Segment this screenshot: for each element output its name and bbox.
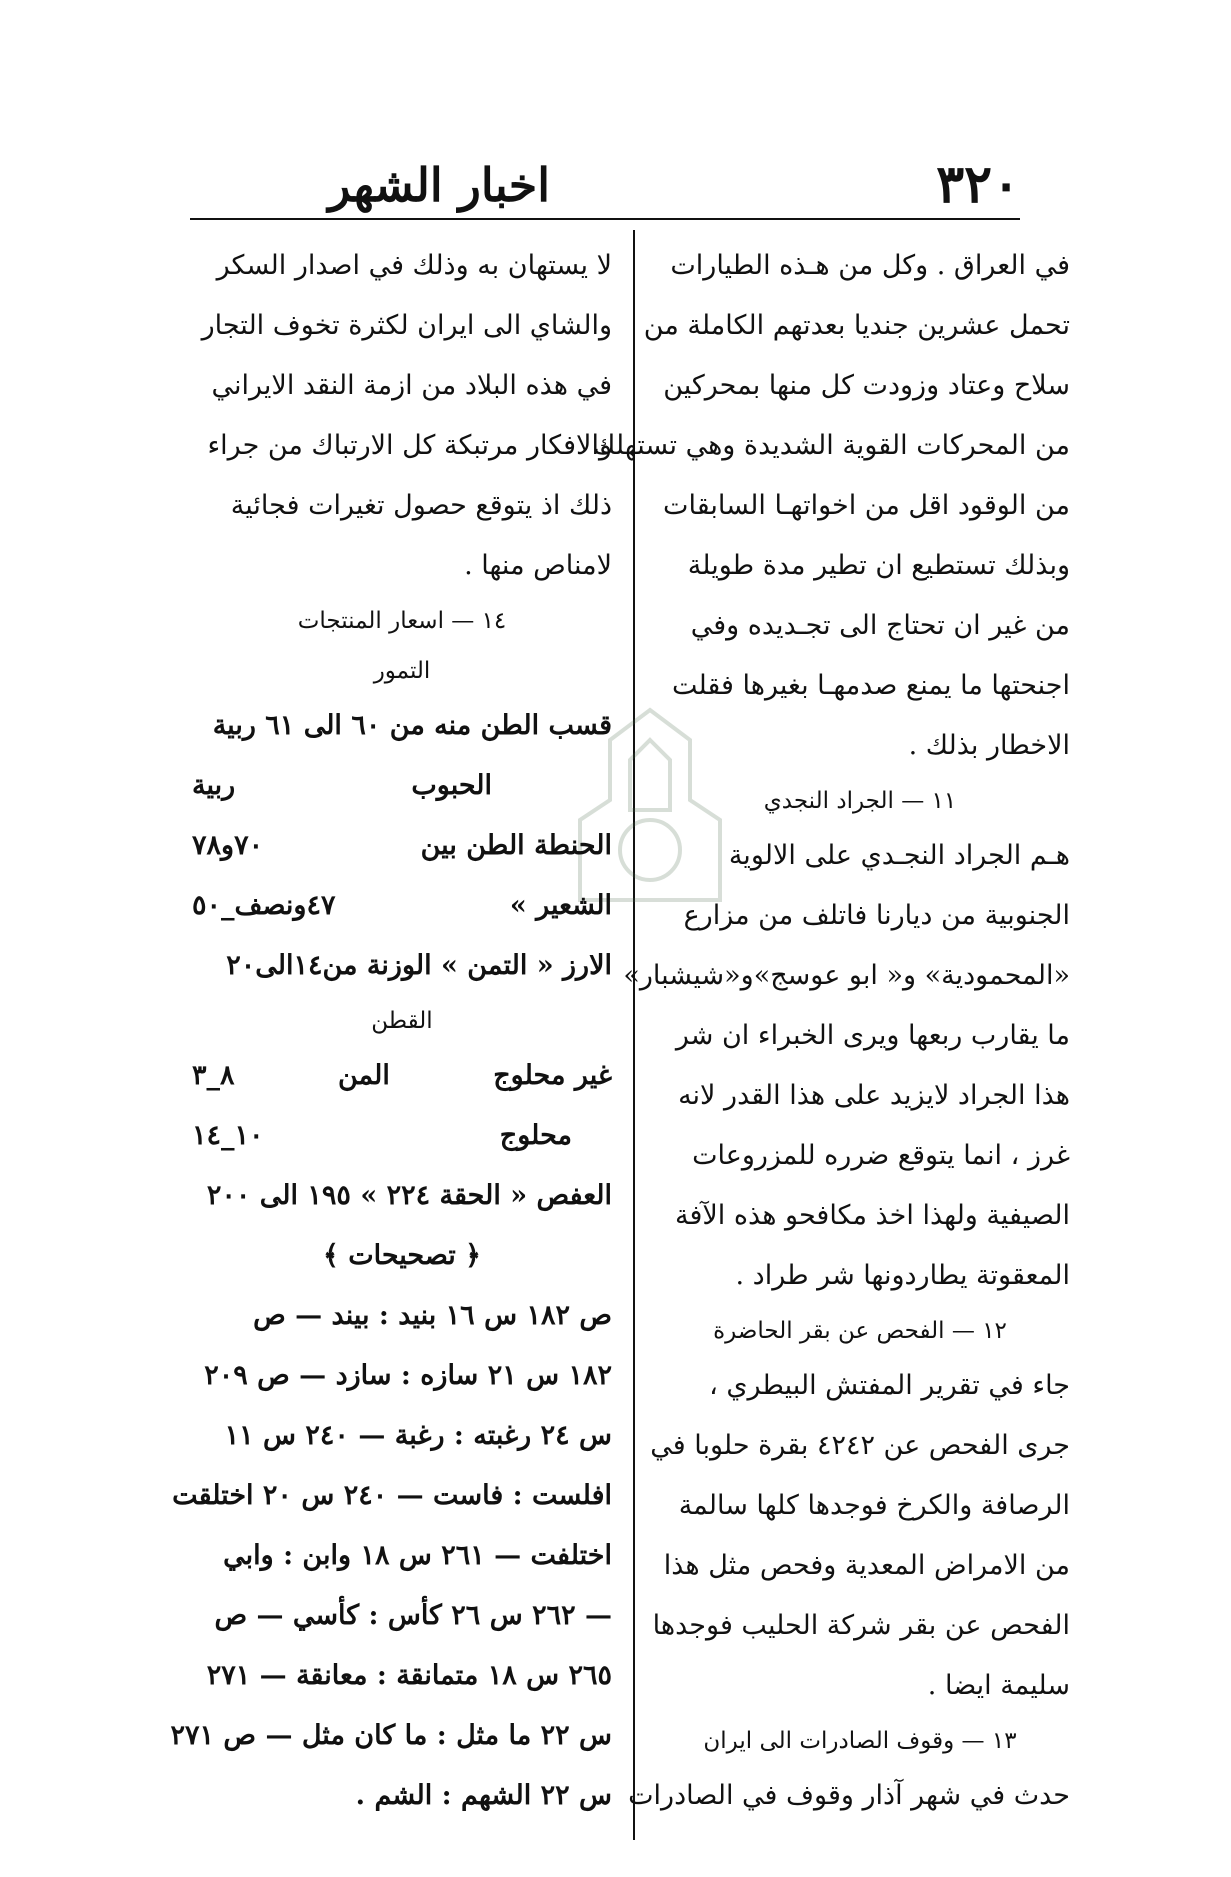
text-line: هـم الجراد النجـدي على الالوية — [728, 840, 1070, 871]
price-value: ٨_٣ — [192, 1060, 235, 1091]
text-line: في العراق . وكل من هـذه الطيارات — [670, 250, 1070, 281]
text-line: لا يستهان به وذلك في اصدار السكر — [216, 250, 612, 281]
correction-line: س ٢٢ الشهم : الشم . — [355, 1780, 612, 1811]
text-line: الجنوبية من ديارنا فاتلف من مزارع — [683, 900, 1070, 931]
price-item: الحنطة الطن بين — [420, 830, 612, 861]
text-line: من المحركات القوية الشديدة وهي تستهلك — [593, 430, 1070, 461]
text-line: حدث في شهر آذار وقوف في الصادرات — [628, 1780, 1070, 1811]
section-heading-11: ١١ — الجراد النجدي — [763, 788, 957, 814]
text-line: والافكار مرتبكة كل الارتباك من جراء — [207, 430, 612, 461]
section-heading-12: ١٢ — الفحص عن بقر الحاضرة — [713, 1318, 1007, 1344]
dates-heading: التمور — [373, 658, 431, 684]
price-row — [192, 1046, 612, 1106]
text-line: الرصافة والكرخ فوجدها كلها سالمة — [678, 1490, 1070, 1521]
text-line: المعقوتة يطاردونها شر طراد . — [735, 1260, 1070, 1291]
page-number: ٣٢٠ — [936, 154, 1020, 215]
text-line: غرز ، انما يتوقع ضرره للمزروعات — [692, 1140, 1070, 1171]
price-unit: المن — [337, 1060, 390, 1091]
section-heading-13: ١٣ — وقوف الصادرات الى ايران — [703, 1728, 1017, 1754]
corrections-title: ﴿ تصحيحات ﴾ — [322, 1240, 482, 1271]
text-line: اجنحتها ما يمنع صدمهـا بغيرها فقلت — [671, 670, 1070, 701]
correction-line: — ٢٦٢ س ٢٦ كأس : كأسي — ص — [214, 1600, 612, 1631]
section-heading-14: ١٤ — اسعار المنتجات — [297, 608, 507, 634]
text-line: من الامراض المعدية وفحص مثل هذا — [663, 1550, 1070, 1581]
text-line: جاء في تقرير المفتش البيطري ، — [709, 1370, 1070, 1401]
correction-line: س ٢٢ ما مثل : ما كان مثل — ص ٢٧١ — [170, 1720, 612, 1751]
header-rule — [190, 218, 1020, 220]
cotton-heading: القطن — [371, 1008, 433, 1034]
text-line: ما يقارب ربعها ويرى الخبراء ان شر — [675, 1020, 1070, 1051]
rice-price-line: الارز « التمن » الوزنة من١٤الى٢٠ — [226, 950, 612, 981]
price-row — [192, 1106, 612, 1166]
price-row — [192, 876, 612, 936]
text-line: هذا الجراد لايزيد على هذا القدر لانه — [678, 1080, 1070, 1111]
price-item: غير محلوج — [493, 1060, 612, 1091]
price-value: ٤٧ونصف_٥٠ — [192, 890, 336, 921]
correction-line: ١٨٢ س ٢١ سازه : سازد — ص ٢٠٩ — [204, 1360, 612, 1391]
dates-price-line: قسب الطن منه من ٦٠ الى ٦١ ربية — [212, 710, 612, 741]
right-column — [593, 236, 1070, 1826]
text-line: والشاي الى ايران لكثرة تخوف التجار — [201, 310, 612, 341]
rupee-label: ربية — [192, 770, 236, 801]
grains-label: الحبوب — [411, 770, 492, 801]
correction-line: س ٢٤ رغبته : رغبة — ٢٤٠ س ١١ — [224, 1420, 612, 1451]
grains-header-row — [192, 756, 612, 816]
price-row — [192, 816, 612, 876]
text-line: الصيفية ولهذا اخذ مكافحو هذه الآفة — [675, 1200, 1070, 1231]
text-line: الاخطار بذلك . — [908, 730, 1070, 761]
running-title: اخبار الشهر — [328, 158, 550, 212]
text-line: جرى الفحص عن ٤٢٤٢ بقرة حلوبا في — [650, 1430, 1070, 1461]
text-line: من الوقود اقل من اخواتهـا السابقات — [663, 490, 1070, 521]
correction-line: افلست : فاست — ٢٤٠ س ٢٠ اختلقت — [172, 1480, 612, 1511]
text-line: لامناص منها . — [464, 550, 612, 581]
page-header — [190, 150, 1020, 220]
left-column — [170, 236, 612, 1826]
price-value: ١٠_١٤ — [192, 1120, 264, 1151]
price-item: محلوج — [499, 1120, 572, 1151]
text-line: سليمة ايضا . — [927, 1670, 1070, 1701]
text-line: من غير ان تحتاج الى تجـديده وفي — [690, 610, 1070, 641]
price-value: ٧٠و٧٨ — [192, 830, 264, 861]
correction-line: ٢٦٥ س ١٨ متمانقة : معانقة — ٢٧١ — [206, 1660, 612, 1691]
text-line: ذلك اذ يتوقع حصول تغيرات فجائية — [230, 490, 612, 521]
price-item: الشعير » — [509, 890, 612, 921]
text-line: في هذه البلاد من ازمة النقد الايراني — [211, 370, 612, 401]
text-line: وبذلك تستطيع ان تطير مدة طويلة — [687, 550, 1070, 581]
gall-price-line: العفص « الحقة ٢٢٤ » ١٩٥ الى ٢٠٠ — [206, 1180, 612, 1211]
text-line: سلاح وعتاد وزودت كل منها بمحركين — [663, 370, 1070, 401]
correction-line: اختلفت — ٢٦١ س ١٨ وابن : وابي — [223, 1540, 612, 1571]
text-line: الفحص عن بقر شركة الحليب فوجدها — [652, 1610, 1070, 1641]
correction-line: ص ١٨٢ س ١٦ بنيد : بيند — ص — [253, 1300, 612, 1331]
text-line: تحمل عشرين جنديا بعدتهم الكاملة من — [643, 310, 1070, 341]
text-line: «المحمودية» و« ابو عوسج»و«شيشبار» — [623, 960, 1070, 991]
